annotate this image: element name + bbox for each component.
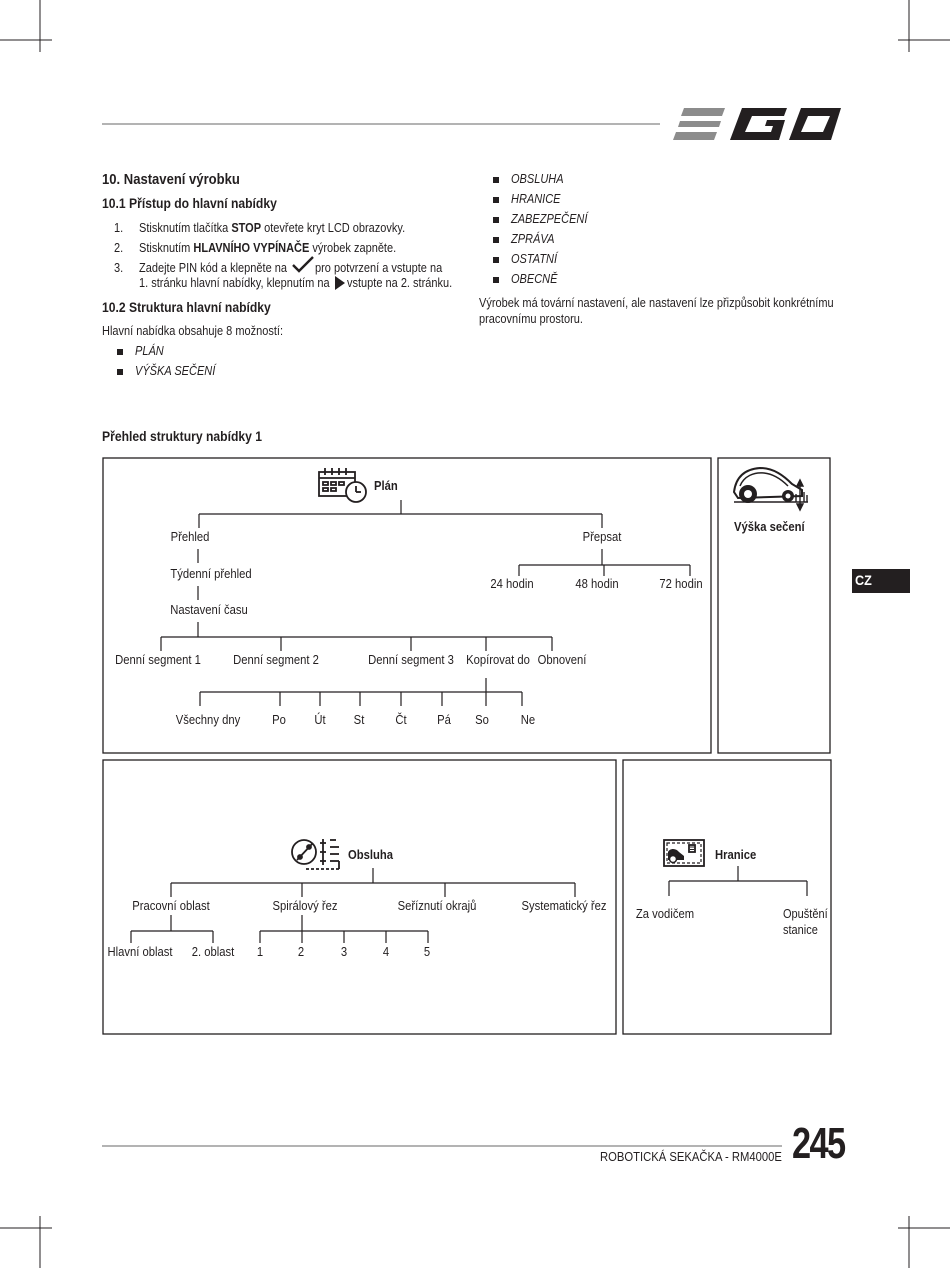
operation-child-item: Spirálový řez: [272, 899, 338, 913]
spiral-level-item: 4: [382, 945, 390, 959]
option-item: ZABEZPEČENÍ: [511, 212, 588, 226]
calendar-clock-icon: [318, 467, 368, 503]
step-text-3-line1-start: Zadejte PIN kód a klepněte na: [139, 261, 287, 275]
step-text-3-line2-start: 1. stránku hlavní nabídky, klepnutím na: [139, 276, 330, 290]
step-number-1: 1.: [114, 221, 124, 235]
mower-cutting-height-icon: [730, 464, 810, 512]
weekday-item: Po: [272, 713, 286, 727]
weekday-item: Ne: [520, 713, 536, 727]
plan-override-node: Přepsat: [582, 530, 622, 544]
factory-settings-note-line2: pracovnímu prostoru.: [479, 312, 583, 326]
boundary-label: Hranice: [715, 848, 757, 862]
bullet-square: [117, 369, 123, 375]
bullet-square: [493, 177, 499, 183]
cutting-height-label: Výška sečení: [734, 520, 805, 534]
subsection-title-structure: 10.2 Struktura hlavní nabídky: [102, 300, 271, 315]
plan-overview-node: Přehled: [170, 530, 210, 544]
day-segment-item: Denní segment 3: [368, 653, 454, 667]
checkmark-icon: [292, 256, 314, 274]
step-text-2: Stisknutím HLAVNÍHO VYPÍNAČE výrobek zapněte.: [139, 241, 397, 255]
subsection-title-access: 10.1 Přístup do hlavní nabídky: [102, 196, 277, 211]
work-area-item: 2. oblast: [191, 945, 235, 959]
step-number-2: 2.: [114, 241, 124, 255]
bullet-square: [493, 197, 499, 203]
leave-station-item-line1: Opuštění: [783, 907, 828, 921]
step-text-3-line1-end: pro potvrzení a vstupte na: [315, 261, 443, 275]
day-segment-item: Denní segment 1: [115, 653, 201, 667]
operation-label: Obsluha: [348, 848, 394, 862]
operation-child-item: Pracovní oblast: [132, 899, 210, 913]
option-item: OBSLUHA: [511, 172, 564, 186]
factory-settings-note-line1: Výrobek má tovární nastavení, ale nastavení lze přizpůsobit konkrétnímu: [479, 296, 834, 310]
weekday-item: Út: [314, 713, 326, 727]
weekday-item: Pá: [437, 713, 451, 727]
option-item: HRANICE: [511, 192, 561, 206]
weekday-item: Čt: [395, 713, 407, 727]
reset-item: Obnovení: [537, 653, 587, 667]
spiral-level-item: 3: [340, 945, 348, 959]
boundary-icon: [662, 838, 706, 868]
bullet-square: [493, 217, 499, 223]
override-hours-item: 72 hodin: [659, 577, 703, 591]
structure-intro: Hlavní nabídka obsahuje 8 možností:: [102, 324, 284, 338]
page-number: 245: [792, 1119, 845, 1168]
language-tab-label: CZ: [855, 572, 872, 588]
step-text-3-line2-end: vstupte na 2. stránku.: [347, 276, 453, 290]
operation-child-item: Seříznutí okrajů: [397, 899, 477, 913]
operation-settings-icon: [290, 837, 346, 871]
bullet-square: [493, 237, 499, 243]
option-item: OSTATNÍ: [511, 252, 558, 266]
plan-time-settings-node: Nastavení času: [170, 603, 248, 617]
leave-station-item-line2: stanice: [783, 923, 818, 937]
spiral-level-item: 2: [297, 945, 305, 959]
option-item: VÝŠKA SEČENÍ: [135, 364, 216, 378]
option-item: PLÁN: [135, 344, 164, 358]
work-area-item: Hlavní oblast: [107, 945, 173, 959]
footer-product-name: ROBOTICKÁ SEKAČKA - RM4000E: [600, 1150, 782, 1164]
bullet-square: [493, 257, 499, 263]
overview-title: Přehled struktury nabídky 1: [102, 429, 263, 444]
step-number-3: 3.: [114, 261, 124, 275]
override-hours-item: 24 hodin: [490, 577, 534, 591]
spiral-level-item: 5: [423, 945, 431, 959]
follow-wire-item: Za vodičem: [635, 907, 695, 921]
play-arrow-icon: [334, 276, 346, 290]
step-text-1: Stisknutím tlačítka STOP otevřete kryt LCD obrazovky.: [139, 221, 406, 235]
plan-label: Plán: [374, 479, 398, 493]
bullet-square: [493, 277, 499, 283]
copy-to-item: Kopírovat do: [466, 653, 530, 667]
spiral-level-item: 1: [256, 945, 264, 959]
weekday-item: So: [475, 713, 489, 727]
language-tab: [852, 569, 910, 593]
weekday-item: Všechny dny: [175, 713, 241, 727]
option-item: ZPRÁVA: [511, 232, 555, 246]
section-title: 10. Nastavení výrobku: [102, 172, 240, 188]
plan-weekly-overview-node: Týdenní přehled: [170, 567, 252, 581]
option-item: OBECNĚ: [511, 272, 558, 286]
override-hours-item: 48 hodin: [575, 577, 619, 591]
operation-child-item: Systematický řez: [521, 899, 607, 913]
weekday-item: St: [353, 713, 365, 727]
day-segment-item: Denní segment 2: [233, 653, 319, 667]
bullet-square: [117, 349, 123, 355]
